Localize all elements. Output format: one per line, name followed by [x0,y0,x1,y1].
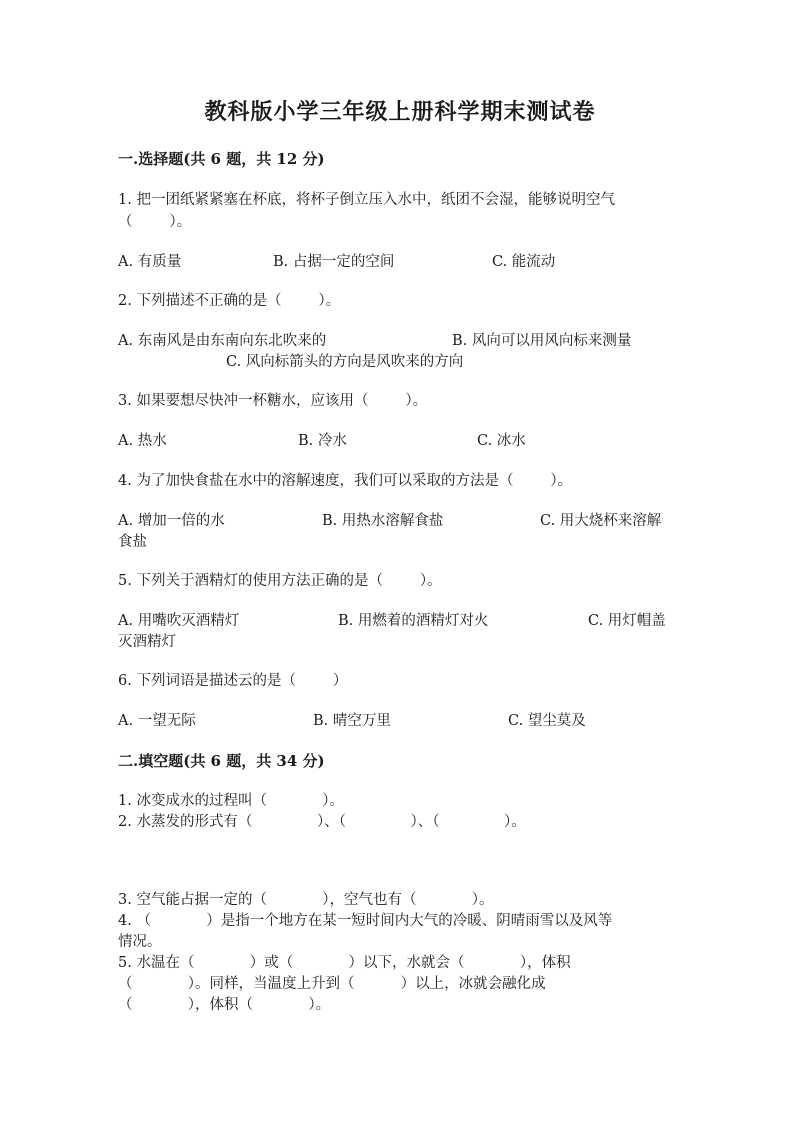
question-5-option-c-continued: 灭酒精灯 [118,634,176,650]
question-5-option-b: B. 用燃着的酒精灯对火 [338,613,489,629]
question-1-option-a: A. 有质量 [118,254,182,270]
fill-question-5-line-3: （ ），体积（ ）。 [118,997,331,1013]
question-4-option-a: A. 增加一倍的水 [118,513,225,529]
fill-question-4-line-2: 情况。 [118,934,162,950]
question-4-stem: 4. 为了加快食盐在水中的溶解速度，我们可以采取的方法是（ ）。 [118,473,573,489]
question-2-stem: 2. 下列描述不正确的是（ ）。 [118,293,341,309]
question-6-option-b: B. 晴空万里 [313,713,391,729]
question-3-stem: 3. 如果要想尽快冲一杯糖水，应该用（ ）。 [118,393,428,409]
question-2-option-b: B. 风向可以用风向标来测量 [452,333,632,349]
question-3-option-b: B. 冷水 [298,433,347,449]
fill-question-1: 1. 冰变成水的过程叫（ ）。 [118,793,345,809]
question-5-stem: 5. 下列关于酒精灯的使用方法正确的是（ ）。 [118,573,442,589]
question-4-option-c-continued: 食盐 [118,534,147,550]
question-1-option-b: B. 占据一定的空间 [273,254,395,270]
question-6-option-c: C. 望尘莫及 [508,713,586,729]
question-1-stem-line-2: （ ）。 [118,214,192,230]
section-heading-choice: 一.选择题(共 6 题，共 12 分) [118,150,325,168]
question-4-option-b: B. 用热水溶解食盐 [322,513,444,529]
section-heading-fill-blank: 二.填空题(共 6 题，共 34 分) [118,752,325,770]
question-2-option-c: C. 风向标箭头的方向是风吹来的方向 [226,354,464,370]
question-3-option-c: C. 冰水 [477,433,526,449]
question-1-option-c: C. 能流动 [492,254,556,270]
fill-question-4-line-1: 4. （ ）是指一个地方在某一短时间内大气的冷暖、阴晴雨雪以及风等 [118,913,613,929]
question-6-option-a: A. 一望无际 [118,713,196,729]
question-1-stem-line-1: 1. 把一团纸紧紧塞在杯底，将杯子倒立压入水中，纸团不会湿，能够说明空气 [118,192,615,208]
page-title: 教科版小学三年级上册科学期末测试卷 [204,99,596,125]
question-5-option-c: C. 用灯帽盖 [588,613,666,629]
question-6-stem: 6. 下列词语是描述云的是（ ） [118,673,348,689]
fill-question-5-line-1: 5. 水温在（ ）或（ ）以下，水就会（ ），体积 [118,955,571,971]
question-2-option-a: A. 东南风是由东南向东北吹来的 [118,333,327,349]
question-5-option-a: A. 用嘴吹灭酒精灯 [118,613,240,629]
fill-question-5-line-2: （ ）。同样，当温度上升到（ ）以上，冰就会融化成 [118,976,546,992]
fill-question-2: 2. 水蒸发的形式有（ ）、（ ）、（ ）。 [118,814,526,830]
question-3-option-a: A. 热水 [118,433,167,449]
question-4-option-c: C. 用大烧杯来溶解 [540,513,662,529]
fill-question-3: 3. 空气能占据一定的（ ），空气也有（ ）。 [118,892,494,908]
